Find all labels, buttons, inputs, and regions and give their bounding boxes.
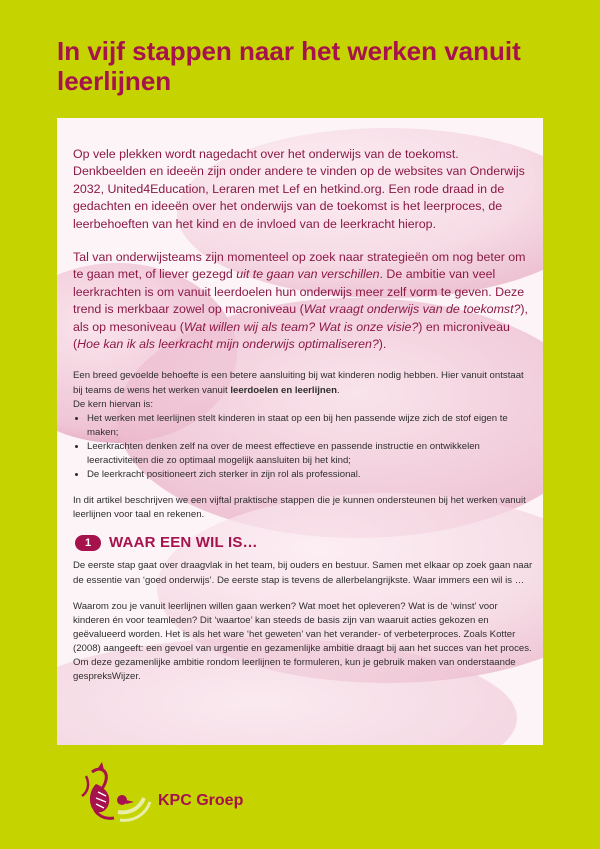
section-1-paragraph-1: De eerste stap gaat over draagvlak in het team, bij ouders en bestuur. Samen met elkaar op zoek gaan naar de essentie van ‘goed onderwijs’. De eerste stap is tevens de allerbelangrijkste. Waar immers een wil is … (73, 560, 533, 586)
list-item: • Leerkrachten denken zelf na over de meest effectieve en passende instructie en ontwikkelen leeractiviteiten die zo optimaal mogelijk aansluiten bij het kind; (87, 440, 533, 468)
kern-list (73, 412, 533, 482)
intro-paragraph-2: Tal van onderwijsteams zijn momenteel op zoek naar strategieën om nog beter om te gaan met, of liever gezegd uit te gaan van verschillen. De ambitie van veel leerkrachten is om vanuit leerdoelen hun onderwijs meer zelf vorm te geven. Deze trend is merkbaar zowel op macroniveau (Wat vraagt onderwijs van de toekomst?), als op mesoniveau (Wat willen wij als team? Wat is onze visie?) en microniveau (Hoe kan ik als leerkracht mijn onderwijs optimaliseren?). (73, 250, 528, 352)
list-item: • Het werken met leerlijnen stelt kinderen in staat op een bij hen passende wijze zich de stof eigen te maken; (87, 412, 533, 440)
right-border (543, 118, 600, 745)
list-item: • De leerkracht positioneert zich sterker in zijn rol als professional. (87, 468, 533, 482)
left-border (0, 118, 57, 745)
section-title: WAAR EEN WIL IS… (109, 534, 258, 552)
kpc-logo-text: KPC Groep (158, 792, 244, 809)
intro-paragraph-1: Op vele plekken wordt nagedacht over het onderwijs van de toekomst. Denkbeelden en ideeën zijn onder andere te vinden op de websites van Onderwijs 2032, United4Education, Leraren met Lef en hetkind.org. Een rode draad in de gedachten en ideeën over het onderwijs van de toekomst is het leerproces, de leerbehoeften van het kind en de invloed van de leerkracht hierop. (73, 147, 525, 231)
article-panel (57, 118, 543, 745)
step-number-badge: 1 (75, 535, 101, 551)
section-1-paragraph-2: Waarom zou je vanuit leerlijnen willen gaan werken? Wat moet het opleveren? Wat is de ‘winst’ voor kinderen én voor teamleden? Dit ‘waartoe’ kan steeds de basis zijn van waaruit acties gekozen en geëvalueerd worden. Het is als het ware ‘het geweten’ van het verander- of verbeterproces. Zoals Kotter (2008) aangeeft: een gevoel van urgentie en gezamenlijke ambitie draagt bij aan het succes van het proces. Om deze gezamenlijke ambitie rondom leerlijnen te formuleren, kun je gebruik maken van onderstaande gespreksWijzer. (73, 600, 532, 683)
body-paragraph-2: In dit artikel beschrijven we een vijftal praktische stappen die je kunnen ondersteunen bij het werken vanuit leerlijnen voor taal en rekenen. (73, 495, 526, 521)
kpc-bird-logo-icon (78, 762, 154, 832)
body-paragraph-1: Een breed gevoelde behoefte is een betere aansluiting bij wat kinderen nodig hebben. Hier vanuit ontstaat bij teams de wens het werken vanuit leerdoelen en leerlijnen. De kern hiervan is: (73, 370, 524, 410)
page-title: In vijf stappen naar het werken vanuit leerlijnen (57, 36, 521, 96)
section-1-heading (73, 534, 533, 551)
kpc-logo (78, 762, 278, 832)
